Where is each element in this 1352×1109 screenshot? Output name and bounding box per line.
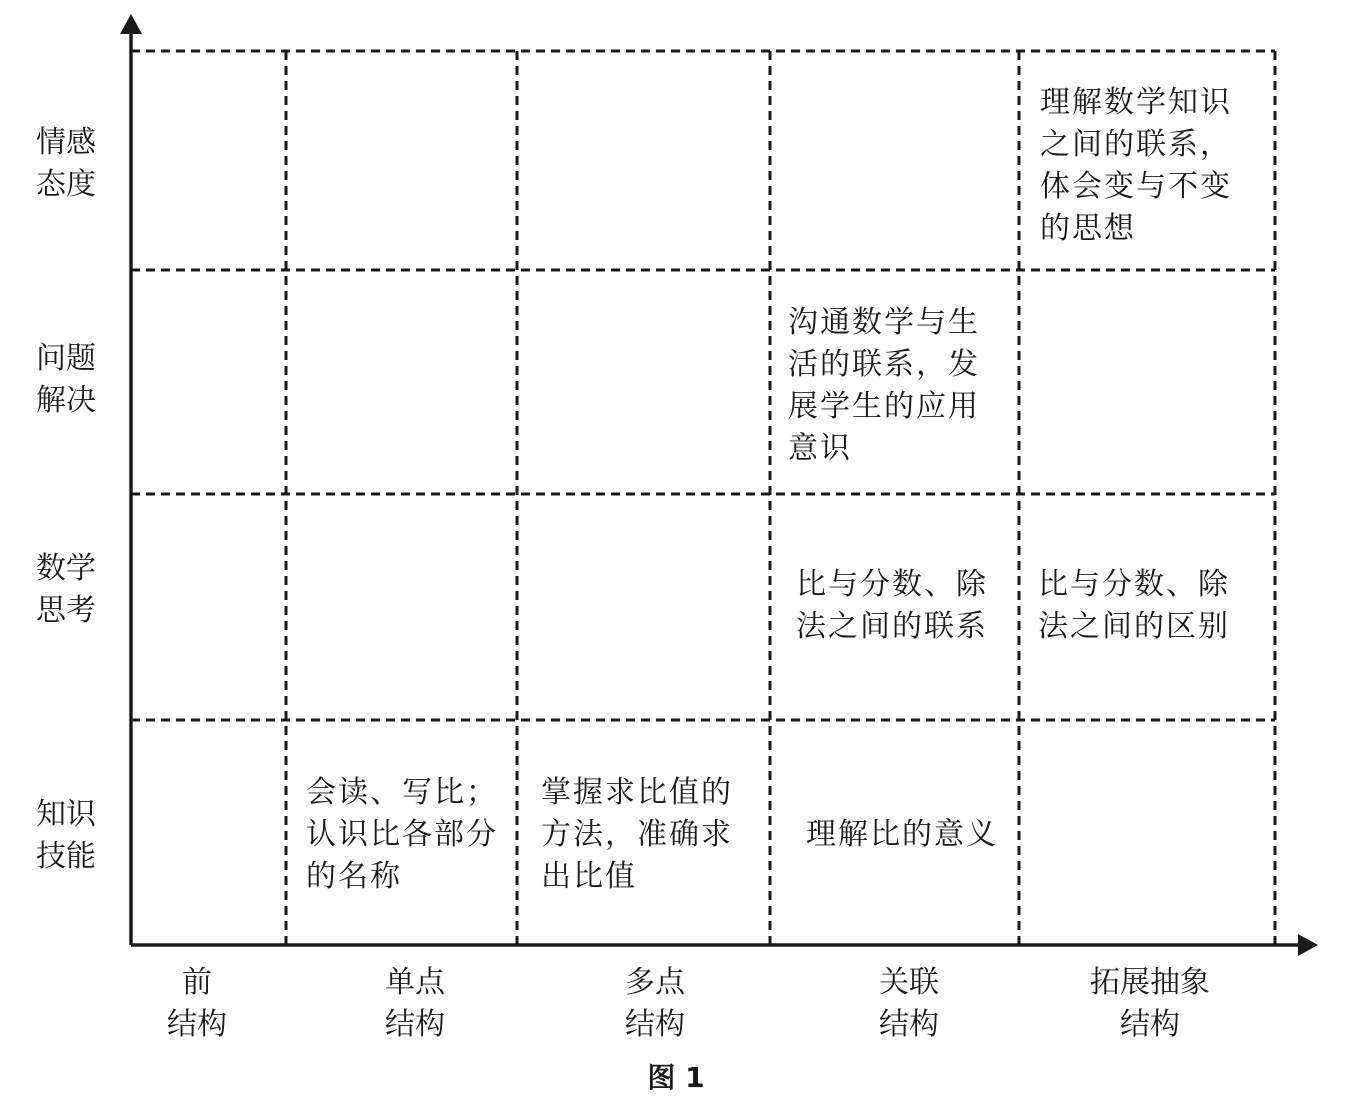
col-label-multistructural: 多点 结构 — [625, 965, 685, 1042]
cell-thinking-extended: 比与分数、除法之间的区别 — [1038, 567, 1230, 644]
cell-knowledge-multistructural: 掌握求比值的方法，准确求出比值 — [541, 775, 733, 894]
cell-knowledge-relational: 理解比的意义 — [806, 817, 998, 852]
cell-problem-relational: 沟通数学与生活的联系，发展学生的应用意识 — [788, 305, 980, 466]
row-label-knowledge-skills: 知识 技能 — [36, 797, 96, 874]
col-label-prestructural: 前 结构 — [167, 965, 227, 1042]
cell-affect-extended: 理解数学知识之间的联系，体会变与不变的思想 — [1040, 85, 1232, 246]
figure-caption: 图 1 — [647, 1061, 705, 1094]
cell-knowledge-unistructural: 会读、写比；认识比各部分的名称 — [306, 775, 498, 894]
cell-thinking-relational: 比与分数、除法之间的联系 — [796, 567, 988, 644]
y-axis-arrowhead — [120, 14, 142, 34]
col-label-unistructural: 单点 结构 — [385, 965, 445, 1042]
col-label-relational: 关联 结构 — [879, 965, 939, 1042]
col-label-extended-abstract: 拓展抽象 结构 — [1090, 965, 1210, 1042]
row-label-affect: 情感 态度 — [36, 125, 96, 202]
row-label-math-thinking: 数学 思考 — [36, 551, 96, 628]
x-axis-arrowhead — [1298, 934, 1318, 956]
row-label-problem-solving: 问题 解决 — [36, 341, 96, 418]
